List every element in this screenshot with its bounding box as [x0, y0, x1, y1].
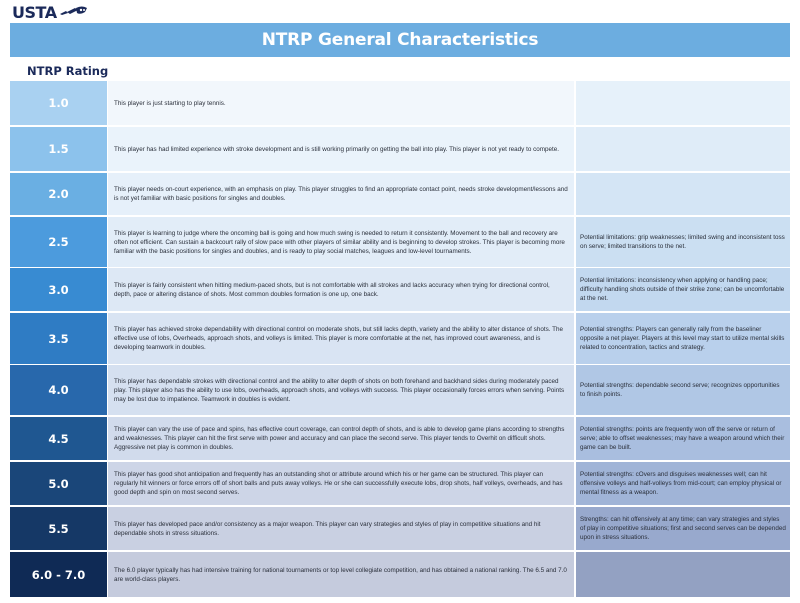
description-cell — [108, 268, 576, 311]
rating-cell: 3.5 — [10, 313, 108, 364]
rating-cell: 1.0 — [10, 81, 108, 125]
notes-cell — [576, 552, 790, 597]
rating-cell: 2.0 — [10, 173, 108, 215]
description-text: This player is just starting to play tennis. — [114, 99, 226, 107]
description-cell — [108, 313, 576, 364]
table-row — [10, 507, 790, 550]
notes-cell — [576, 365, 790, 415]
usta-logo — [12, 2, 88, 22]
table-row — [10, 81, 790, 125]
description-cell — [108, 173, 576, 215]
notes-cell — [576, 127, 790, 171]
rating-cell: 4.5 — [10, 417, 108, 460]
description-text: This player has developed pace and/or consistency as a major weapon. This player can vary strategies and styles of play in competitive situations and hit dependable shots in stress situations. — [114, 520, 541, 537]
description-text: This player can vary the use of pace and spins, has effective court coverage, can control depth of shots, and is able to develop game plans according to strengths and weaknesses. This player can hit the first serve with power and accuracy and can place the second serve. This player tends to Overhit on difficult shots. Aggressive net play is common in doubles. — [114, 426, 565, 451]
description-text: This player is learning to judge where the oncoming ball is going and how much swing is needed to return it consistently. Movement to the ball and recovery are often not efficient. Can sustain a backcourt rally of slow pace with other players of similar ability and is beginning to develop strokes. This player is becoming more familiar with the basic positions for singles and doubles, and is ready to play social matches, leagues and low-level tournaments. — [114, 229, 565, 255]
rating-cell: 6.0 - 7.0 — [10, 552, 108, 597]
notes-cell — [576, 173, 790, 215]
table-row — [10, 268, 790, 311]
notes-cell — [576, 81, 790, 125]
title-bar — [10, 23, 790, 57]
logo-text: USTA — [12, 2, 57, 22]
table-row — [10, 313, 790, 364]
table-row — [10, 552, 790, 597]
table-row — [10, 173, 790, 215]
description-text: This player needs on-court experience, with an emphasis on play. This player struggles to find an appropriate contact point, needs stroke development/lessons and is not yet familiar with basic positions for singles and doubles. — [114, 186, 568, 202]
notes-cell — [576, 217, 790, 267]
rating-cell: 5.5 — [10, 507, 108, 550]
notes-text: Potential strengths: dependable second serve; recognizes opportunities to finish points. — [580, 382, 780, 398]
column-header-ntrp-rating: NTRP Rating — [27, 64, 109, 78]
table-row — [10, 365, 790, 415]
notes-text: Potential limitations: grip weaknesses; limited swing and inconsistent toss on serve; limited transitions to the net. — [580, 234, 785, 250]
description-cell — [108, 217, 576, 267]
page-title: NTRP General Characteristics — [261, 30, 539, 50]
description-text: The 6.0 player typically has had intensive training for national tournaments or top level collegiate competition, and has obtained a national ranking. The 6.5 and 7.0 are world-class players. — [114, 566, 567, 583]
rating-cell: 4.0 — [10, 365, 108, 415]
description-cell — [108, 552, 576, 597]
notes-text: Potential limitations: inconsistency when applying or handling pace; difficulty handling shots outside of their strike zone; can be uncomfortable at the net. — [580, 277, 785, 302]
rating-cell: 3.0 — [10, 268, 108, 311]
flag-swoosh-icon — [58, 5, 88, 19]
description-cell — [108, 462, 576, 505]
description-cell — [108, 81, 576, 125]
table-row — [10, 217, 790, 267]
description-cell — [108, 417, 576, 460]
notes-text: Potential strengths: cOvers and disguises weaknesses well; can hit offensive volleys and half-volleys from mid-court; can employ physical or mental fitness as a weapon. — [580, 471, 782, 496]
notes-text: Strengths: can hit offensively at any time; can vary strategies and styles of play in competitive situations; first and second serves can be depended upon in stress situations. — [580, 516, 786, 541]
rating-cell: 5.0 — [10, 462, 108, 505]
notes-text: Potential strengths: points are frequently won off the serve or return of serve; able to offset weaknesses; may have a weapon around which their game can be built. — [580, 426, 785, 451]
notes-cell — [576, 507, 790, 550]
notes-cell — [576, 268, 790, 311]
table-row — [10, 127, 790, 171]
table-row — [10, 462, 790, 505]
description-text: This player has good shot anticipation and frequently has an outstanding shot or attribute around which his or her game can be structured. This player can regularly hit winners or force errors off of short balls and puts away volleys. He or she can successfully execute lobs, drop shots, half volleys, overheads, and has good depth and spin on most second serves. — [114, 471, 563, 496]
description-text: This player has achieved stroke dependability with directional control on moderate shots, but still lacks depth, variety and the ability to alter distance of shots. The effective use of lobs, Overheads, approach shots, and volleys is limited. This player is more comfortable at the net, has improved court awareness, and is developing teamwork in doubles. — [114, 326, 563, 351]
notes-cell — [576, 417, 790, 460]
table-row — [10, 417, 790, 460]
description-text: This player has had limited experience with stroke development and is still working primarily on getting the ball into play. This player is not yet ready to compete. — [114, 145, 559, 153]
rating-cell: 1.5 — [10, 127, 108, 171]
description-cell — [108, 365, 576, 415]
description-text: This player is fairly consistent when hitting medium-paced shots, but is not comfortable with all strokes and lacks accuracy when trying for directional control, depth, pace or altering distance of shots. Most common doubles formation is one up, one back. — [114, 281, 550, 298]
description-cell — [108, 507, 576, 550]
notes-cell — [576, 313, 790, 364]
description-text: This player has dependable strokes with directional control and the ability to alter depth of shots on both forehand and backhand sides during moderately paced play. This player also has the ability to use lobs, overheads, approach shots, and volleys with success. This player occasionally forces errors when serving. Points may be lost due to impatience. Teamwork in doubles is evident. — [114, 377, 565, 403]
rating-cell: 2.5 — [10, 217, 108, 267]
notes-text: Potential strengths: Players can generally rally from the baseliner opposite a net player. Players at this level may start to utilize mental skills related to concentration, tactics and strategy. — [580, 326, 785, 351]
description-cell — [108, 127, 576, 171]
notes-cell — [576, 462, 790, 505]
